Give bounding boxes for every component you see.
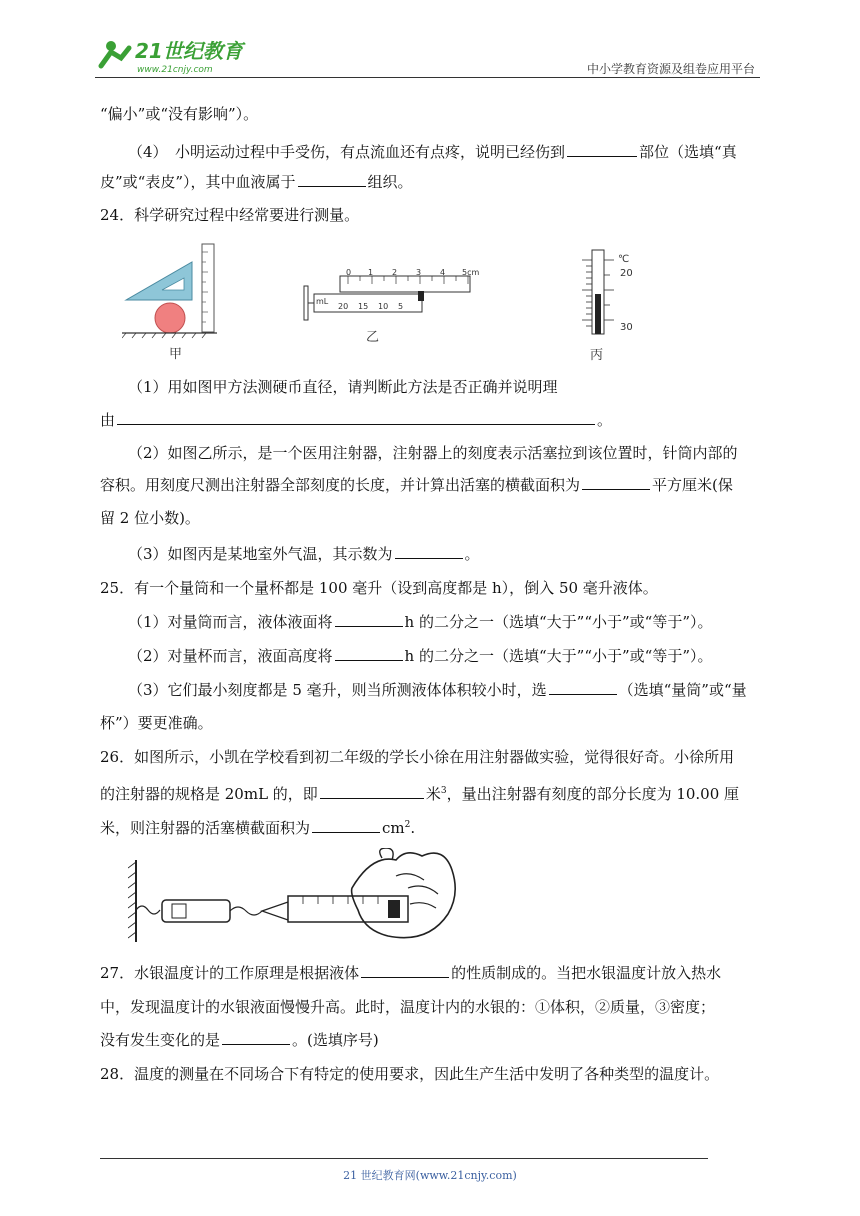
figure-yi — [300, 268, 490, 324]
q24-1: （1）用如图甲方法测硬币直径，请判断此方法是否正确并说明理 — [128, 378, 558, 396]
site-logo — [95, 36, 265, 76]
text-line: “偏小”或“没有影响”）。 — [100, 105, 259, 123]
ruler-tick: 5cm — [462, 268, 480, 277]
ruler-tick: 3 — [416, 268, 422, 277]
answer-blank[interactable] — [567, 142, 637, 157]
q24-1-reason: 由 。 — [100, 411, 613, 429]
q26-line1: 26．如图所示，小凯在学校看到初二年级的学长小徐在用注射器做实验，觉得很好奇。小徐所用 — [100, 748, 735, 766]
q25-title: 25．有一个量筒和一个量杯都是 100 毫升（设到高度都是 h），倒入 50 毫升液体。 — [100, 579, 658, 597]
q25-3-line2: 杯”）要更准确。 — [100, 714, 213, 732]
figure-label-yi: 乙 — [366, 330, 380, 345]
q24-2-line1: （2）如图乙所示，是一个医用注射器，注射器上的刻度表示活塞拉到该位置时，针筒内部的 — [128, 444, 738, 462]
header-divider — [95, 77, 760, 78]
answer-blank[interactable] — [312, 818, 380, 833]
syringe-unit: mL — [316, 297, 329, 306]
figure-label-jia: 甲 — [169, 347, 183, 362]
thermo-unit: ℃ — [618, 254, 630, 265]
answer-blank[interactable] — [335, 646, 403, 661]
answer-blank[interactable] — [395, 544, 463, 559]
answer-blank[interactable] — [298, 172, 366, 187]
q26-line2: 的注射器的规格是 20mL 的，即 米$^3$，量出注射器有刻度的部分长度为 10.00 厘 — [100, 785, 740, 803]
q26-line3: 米，则注射器的活塞横截面积为 $cm^2$. — [100, 819, 416, 837]
ruler-tick: 4 — [440, 268, 446, 277]
q28-title: 28．温度的测量在不同场合下有特定的使用要求，因此生产生活中发明了各种类型的温度计。 — [100, 1065, 720, 1083]
q27-line3: 没有发生变化的是 。(选填序号) — [100, 1031, 379, 1049]
q24-2-line2: 容积。用刻度尺测出注射器全部刻度的长度，并计算出活塞的横截面积为 平方厘米(保 — [100, 476, 733, 494]
answer-blank[interactable] — [582, 475, 650, 490]
logo-text: 21世纪教育 — [135, 39, 243, 63]
footer-divider — [100, 1158, 708, 1159]
q25-2: （2）对量杯而言，液面高度将 h 的二分之一（选填“大于”“小于”或“等于”）。 — [128, 647, 713, 665]
answer-blank[interactable] — [549, 680, 617, 695]
q25-1: （1）对量筒而言，液体液面将 h 的二分之一（选填“大于”“小于”或“等于”）。 — [128, 613, 713, 631]
figure-jia — [122, 242, 222, 342]
syringe-tick: 5 — [398, 302, 404, 311]
logo-url: www.21cnjy.com — [137, 65, 213, 75]
q23-4-line1: （4） 小明运动过程中手受伤，有点流血还有点疼，说明已经伤到 部位（选填“真 — [128, 143, 737, 161]
answer-blank[interactable] — [117, 410, 595, 425]
ruler-tick: 0 — [346, 268, 352, 277]
thermo-top-value: 20 — [620, 268, 633, 279]
q24-title: 24．科学研究过程中经常要进行测量。 — [100, 206, 360, 224]
figure-bing — [578, 246, 638, 338]
ruler-tick: 1 — [368, 268, 374, 277]
figure-label-bing: 丙 — [590, 348, 604, 363]
thermo-bottom-value: 30 — [620, 322, 633, 333]
ruler-tick: 2 — [392, 268, 398, 277]
answer-blank[interactable] — [222, 1030, 290, 1045]
q24-3: （3）如图丙是某地室外气温，其示数为 。 — [128, 545, 480, 563]
syringe-tick: 20 — [338, 302, 349, 311]
syringe-tick: 15 — [358, 302, 369, 311]
q27-line2: 中，发现温度计的水银液面慢慢升高。此时，温度计内的水银的：①体积，②质量，③密度； — [100, 998, 716, 1016]
answer-blank[interactable] — [335, 612, 403, 627]
footer-text: 21 世纪教育网(www.21cnjy.com) — [343, 1169, 517, 1182]
figure-syringe-hand — [128, 848, 470, 944]
answer-blank[interactable] — [361, 963, 449, 978]
q25-3-line1: （3）它们最小刻度都是 5 毫升，则当所测液体体积较小时，选 （选填“量筒”或“量 — [128, 681, 747, 699]
q24-2-line3: 留 2 位小数)。 — [100, 509, 200, 527]
answer-blank[interactable] — [320, 784, 424, 799]
q23-4-line2: 皮”或“表皮”），其中血液属于 组织。 — [100, 173, 413, 191]
platform-name: 中小学教育资源及组卷应用平台 — [586, 62, 755, 76]
syringe-tick: 10 — [378, 302, 389, 311]
q27-line1: 27．水银温度计的工作原理是根据液体 的性质制成的。当把水银温度计放入热水 — [100, 964, 722, 982]
